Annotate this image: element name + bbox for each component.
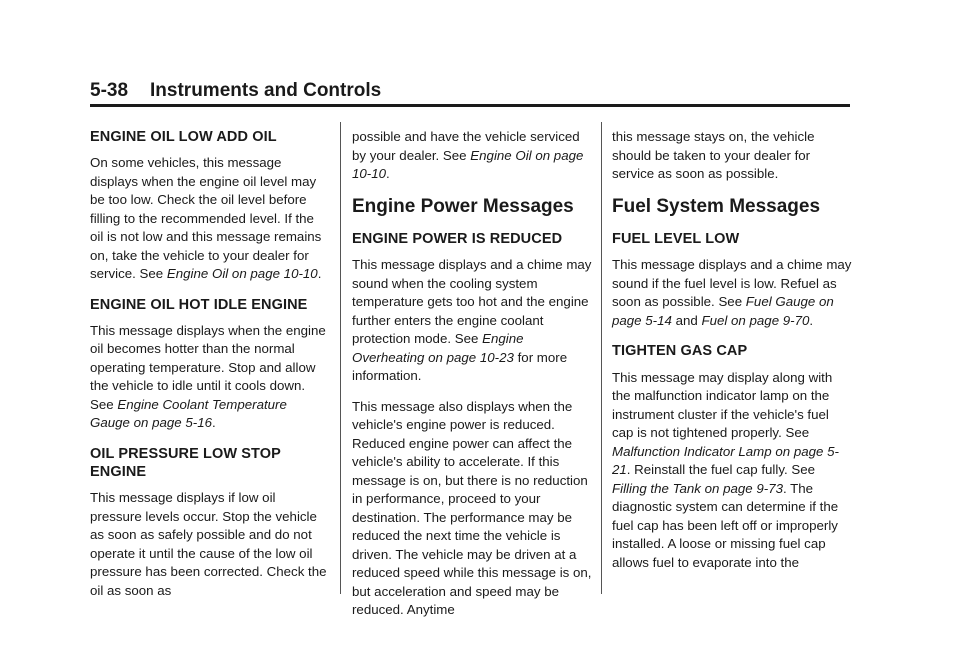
paragraph-text: possible and have the vehicle serviced by your dealer. See xyxy=(352,129,580,163)
column-3 xyxy=(612,128,852,584)
column-divider xyxy=(601,122,602,594)
paragraph xyxy=(90,154,330,284)
cross-reference: Engine Coolant Temperature Gauge on page 5-16 xyxy=(90,396,287,431)
paragraph-mid: and xyxy=(671,312,702,328)
section-title: Engine Power Messages xyxy=(352,195,574,217)
paragraph-tail: . xyxy=(386,166,390,181)
cross-reference: Malfunction Indicator Lamp on page 5-21 xyxy=(612,443,839,478)
paragraph xyxy=(612,369,852,573)
cross-reference: Engine Oil on page 10-10 xyxy=(352,147,584,181)
paragraph-text: This message also displays when the vehicle's engine power is reduced. Reduced engine power can affect the vehicle's ability to accelerate. If this message is on, but there is no reduction in performance, proceed to your destination. The performance may be reduced the next time the vehicle is driven. The vehicle may be driven at a reduced speed while this message is on, but acceleration and speed may be reduced. Anytime xyxy=(352,398,592,618)
paragraph-text: This message displays if low oil pressure levels occur. Stop the vehicle as soon as safely possible and do not operate it until the cause of the low oil pressure has been corrected. Check the oil as soon as xyxy=(90,490,327,598)
paragraph-text: This message displays and a chime may sound when the cooling system temperature gets too hot and the engine further enters the engine coolant protection mode. See xyxy=(352,257,592,347)
paragraph-text: This message may display along with the malfunction indicator lamp on the instrument cluster if the vehicle's fuel cap is not tightened properly. See xyxy=(612,369,833,441)
section-heading: ENGINE POWER IS REDUCED xyxy=(352,231,563,248)
header-rule xyxy=(90,104,850,107)
paragraph xyxy=(612,256,852,330)
paragraph-tail: . xyxy=(212,415,216,431)
paragraph-text: This message displays and a chime may sound if the fuel level is low. Refuel as soon as possible. See xyxy=(612,257,852,310)
paragraph-tail: . xyxy=(317,266,322,282)
paragraph xyxy=(90,489,330,600)
section-heading: ENGINE OIL HOT IDLE ENGINE xyxy=(90,296,308,313)
paragraph-text: this message stays on, the vehicle should be taken to your dealer for service as soon as possible. xyxy=(612,129,815,181)
section-heading: FUEL LEVEL LOW xyxy=(612,231,740,248)
column-divider xyxy=(340,122,341,594)
column-1 xyxy=(90,128,330,612)
paragraph xyxy=(90,322,330,433)
cross-reference: Engine Overheating on page 10-23 xyxy=(352,331,524,365)
paragraph-text: This message displays when the engine oil becomes hotter than the normal operating temperature. Stop and allow the vehicle to idle until it cools down. See xyxy=(90,322,326,412)
paragraph-tail: . The diagnostic system can determine if the fuel cap has been left off or improperly installed. A loose or missing fuel cap allows fuel to evaporate into the xyxy=(612,480,839,570)
section-heading: OIL PRESSURE LOW STOP ENGINE xyxy=(90,445,281,480)
cross-reference: Fuel Gauge on page 5-14 xyxy=(612,294,834,328)
section-title: Fuel System Messages xyxy=(612,195,821,217)
paragraph-mid: . Reinstall the fuel cap fully. See xyxy=(626,462,816,478)
paragraph-tail: for more information. xyxy=(352,349,568,384)
paragraph xyxy=(352,398,592,620)
chapter-title: Instruments and Controls xyxy=(150,80,382,101)
paragraph-text: On some vehicles, this message displays when the engine oil level may be too low. Check the oil level before filling to the recommended level. If the oil is not low and this message remains on, take the vehicle to your dealer for service. See xyxy=(90,155,322,282)
cross-reference: Engine Oil on page 10-10 xyxy=(166,266,318,282)
column-2 xyxy=(352,128,592,632)
continuation-paragraph xyxy=(612,128,852,184)
section-heading: TIGHTEN GAS CAP xyxy=(612,343,748,360)
page-number: 5-38 xyxy=(90,80,129,101)
paragraph-tail: . xyxy=(809,312,814,328)
paragraph xyxy=(352,256,592,386)
cross-reference: Fuel on page 9-70 xyxy=(701,312,810,328)
section-heading: ENGINE OIL LOW ADD OIL xyxy=(90,129,277,145)
cross-reference: Filling the Tank on page 9-73 xyxy=(612,480,784,496)
page-header xyxy=(90,80,850,106)
continuation-paragraph xyxy=(352,128,592,184)
